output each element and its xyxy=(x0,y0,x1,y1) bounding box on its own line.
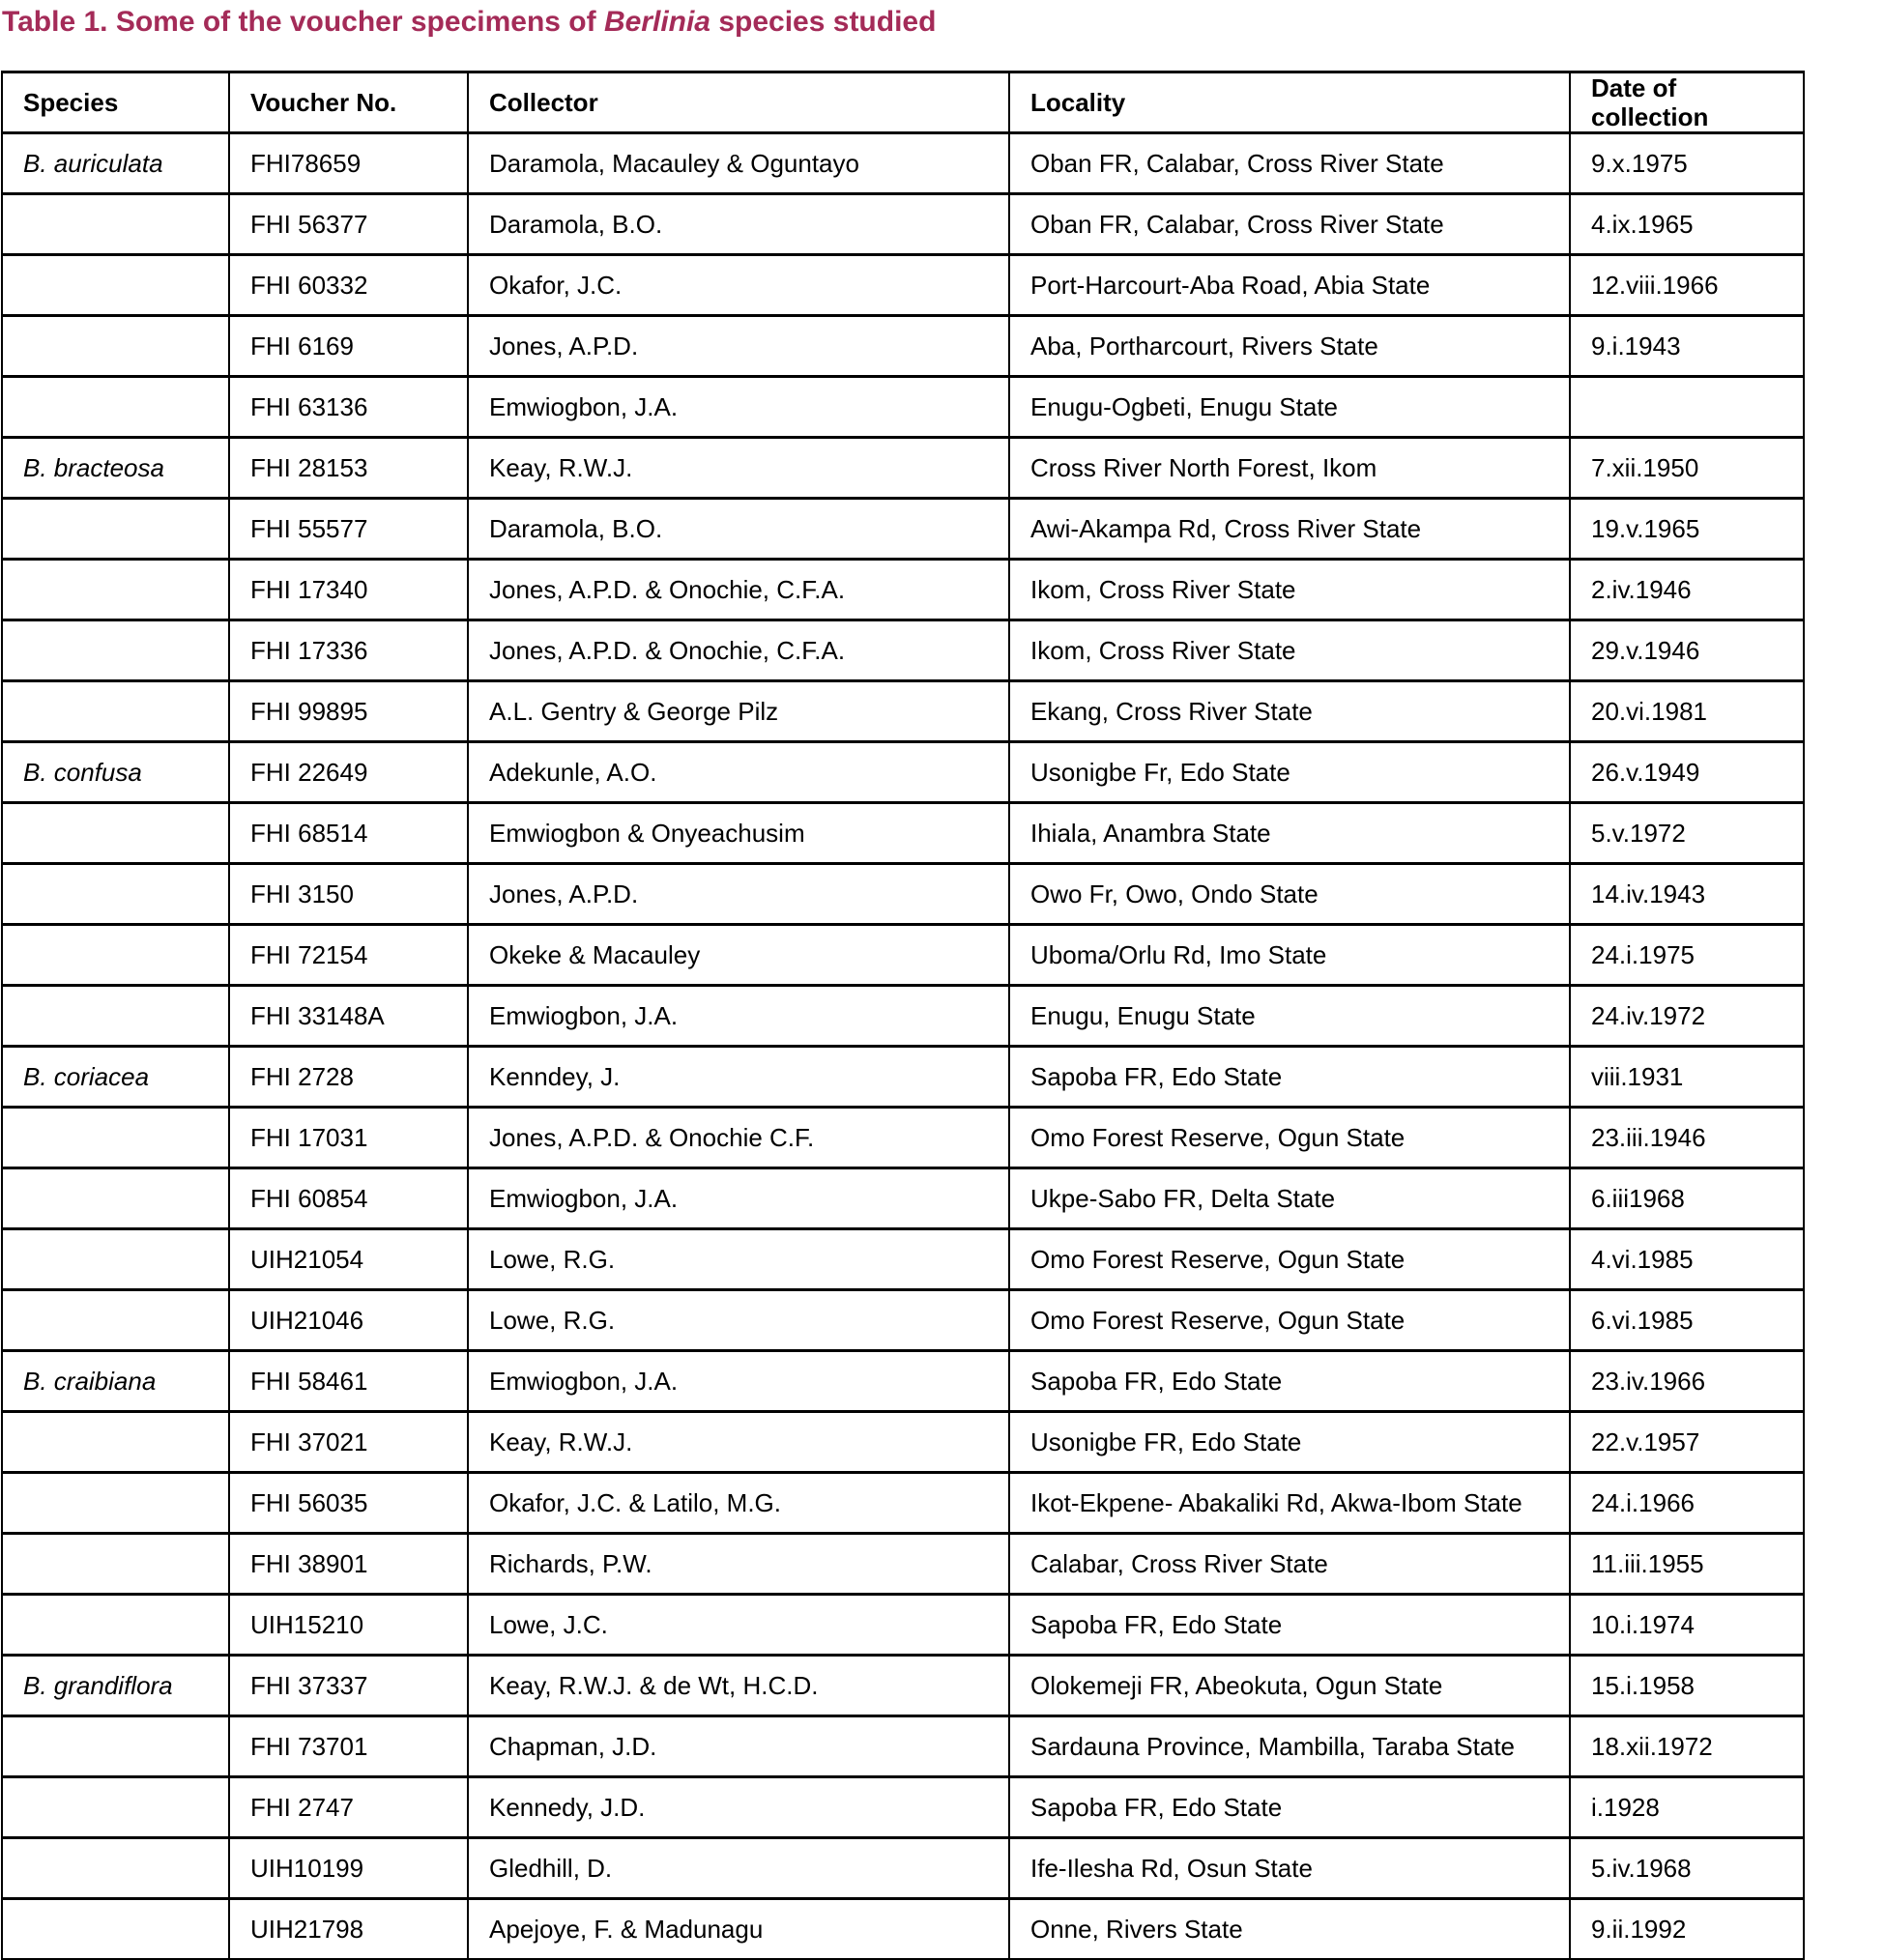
collector-cell: Jones, A.P.D. & Onochie, C.F.A. xyxy=(468,620,1009,681)
locality-cell: Ife-Ilesha Rd, Osun State xyxy=(1009,1838,1570,1899)
species-cell xyxy=(2,864,229,925)
locality-cell: Omo Forest Reserve, Ogun State xyxy=(1009,1229,1570,1290)
species-cell xyxy=(2,1777,229,1838)
collector-cell: Richards, P.W. xyxy=(468,1534,1009,1595)
locality-cell: Ikot-Ekpene- Abakaliki Rd, Akwa-Ibom State xyxy=(1009,1473,1570,1534)
species-cell xyxy=(2,681,229,742)
locality-cell: Ihiala, Anambra State xyxy=(1009,803,1570,864)
collector-cell: Emwiogbon, J.A. xyxy=(468,1168,1009,1229)
date-cell: 4.vi.1985 xyxy=(1570,1229,1804,1290)
table-row xyxy=(2,1473,1804,1534)
voucher-cell: FHI 2728 xyxy=(229,1047,468,1108)
date-cell: 18.xii.1972 xyxy=(1570,1716,1804,1777)
species-cell xyxy=(2,1473,229,1534)
date-cell: 6.iii1968 xyxy=(1570,1168,1804,1229)
voucher-cell: FHI 58461 xyxy=(229,1351,468,1412)
table-row xyxy=(2,742,1804,803)
locality-cell: Sapoba FR, Edo State xyxy=(1009,1047,1570,1108)
species-cell xyxy=(2,1595,229,1656)
species-cell xyxy=(2,1168,229,1229)
date-cell: 11.iii.1955 xyxy=(1570,1534,1804,1595)
species-cell: B. craibiana xyxy=(2,1351,229,1412)
table-caption xyxy=(2,6,936,39)
table-row xyxy=(2,986,1804,1047)
date-cell: 22.v.1957 xyxy=(1570,1412,1804,1473)
collector-cell: Jones, A.P.D. & Onochie, C.F.A. xyxy=(468,560,1009,620)
table-row xyxy=(2,1838,1804,1899)
voucher-cell: FHI 3150 xyxy=(229,864,468,925)
date-cell: i.1928 xyxy=(1570,1777,1804,1838)
locality-cell: Usonigbe FR, Edo State xyxy=(1009,1412,1570,1473)
locality-cell: Onne, Rivers State xyxy=(1009,1899,1570,1960)
date-cell: 24.iv.1972 xyxy=(1570,986,1804,1047)
table-row xyxy=(2,255,1804,316)
collector-cell: Emwiogbon, J.A. xyxy=(468,1351,1009,1412)
collector-cell: A.L. Gentry & George Pilz xyxy=(468,681,1009,742)
table-caption-suffix: species studied xyxy=(710,6,937,38)
voucher-cell: FHI 22649 xyxy=(229,742,468,803)
locality-cell: Ekang, Cross River State xyxy=(1009,681,1570,742)
locality-cell: Ikom, Cross River State xyxy=(1009,560,1570,620)
voucher-cell: FHI 60854 xyxy=(229,1168,468,1229)
species-cell xyxy=(2,1899,229,1960)
date-cell: 15.i.1958 xyxy=(1570,1656,1804,1716)
date-cell: 4.ix.1965 xyxy=(1570,194,1804,255)
voucher-cell: FHI 37021 xyxy=(229,1412,468,1473)
date-cell: 9.ii.1992 xyxy=(1570,1899,1804,1960)
table-row xyxy=(2,1351,1804,1412)
date-cell: 23.iii.1946 xyxy=(1570,1108,1804,1168)
voucher-cell: FHI 2747 xyxy=(229,1777,468,1838)
date-cell: 24.i.1975 xyxy=(1570,925,1804,986)
locality-cell: Port-Harcourt-Aba Road, Abia State xyxy=(1009,255,1570,316)
date-cell: 20.vi.1981 xyxy=(1570,681,1804,742)
date-cell xyxy=(1570,377,1804,438)
locality-cell: Sapoba FR, Edo State xyxy=(1009,1777,1570,1838)
header-species: Species xyxy=(2,72,229,133)
voucher-cell: FHI 17340 xyxy=(229,560,468,620)
table-caption-genus: Berlinia xyxy=(603,6,710,38)
voucher-cell: FHI 73701 xyxy=(229,1716,468,1777)
species-cell: B. coriacea xyxy=(2,1047,229,1108)
table-row xyxy=(2,1290,1804,1351)
voucher-cell: FHI78659 xyxy=(229,133,468,194)
collector-cell: Emwiogbon & Onyeachusim xyxy=(468,803,1009,864)
voucher-specimens-table xyxy=(1,71,1805,1960)
table-row xyxy=(2,864,1804,925)
species-cell: B. confusa xyxy=(2,742,229,803)
voucher-cell: UIH21046 xyxy=(229,1290,468,1351)
species-cell xyxy=(2,560,229,620)
locality-cell: Usonigbe Fr, Edo State xyxy=(1009,742,1570,803)
voucher-cell: FHI 68514 xyxy=(229,803,468,864)
voucher-cell: FHI 37337 xyxy=(229,1656,468,1716)
date-cell: 5.iv.1968 xyxy=(1570,1838,1804,1899)
collector-cell: Keay, R.W.J. & de Wt, H.C.D. xyxy=(468,1656,1009,1716)
header-collector: Collector xyxy=(468,72,1009,133)
species-cell xyxy=(2,803,229,864)
locality-cell: Omo Forest Reserve, Ogun State xyxy=(1009,1108,1570,1168)
species-cell xyxy=(2,1290,229,1351)
locality-cell: Sapoba FR, Edo State xyxy=(1009,1351,1570,1412)
voucher-cell: UIH21798 xyxy=(229,1899,468,1960)
voucher-cell: FHI 17336 xyxy=(229,620,468,681)
species-cell xyxy=(2,1229,229,1290)
locality-cell: Owo Fr, Owo, Ondo State xyxy=(1009,864,1570,925)
collector-cell: Okafor, J.C. & Latilo, M.G. xyxy=(468,1473,1009,1534)
date-cell: 19.v.1965 xyxy=(1570,499,1804,560)
date-cell: 12.viii.1966 xyxy=(1570,255,1804,316)
header-locality: Locality xyxy=(1009,72,1570,133)
locality-cell: Aba, Portharcourt, Rivers State xyxy=(1009,316,1570,377)
collector-cell: Lowe, R.G. xyxy=(468,1290,1009,1351)
species-cell xyxy=(2,986,229,1047)
species-cell xyxy=(2,1412,229,1473)
table-row xyxy=(2,133,1804,194)
table-row xyxy=(2,1412,1804,1473)
species-cell xyxy=(2,255,229,316)
table-row xyxy=(2,803,1804,864)
locality-cell: Ukpe-Sabo FR, Delta State xyxy=(1009,1168,1570,1229)
species-cell xyxy=(2,1838,229,1899)
locality-cell: Omo Forest Reserve, Ogun State xyxy=(1009,1290,1570,1351)
table-row xyxy=(2,438,1804,499)
species-cell xyxy=(2,620,229,681)
species-cell xyxy=(2,1108,229,1168)
voucher-cell: FHI 56035 xyxy=(229,1473,468,1534)
species-cell xyxy=(2,194,229,255)
species-cell: B. auriculata xyxy=(2,133,229,194)
header-date-of-collection: Date of collection xyxy=(1570,72,1804,133)
table-caption-text: Table 1. Some of the voucher specimens of xyxy=(2,6,604,38)
date-cell: 10.i.1974 xyxy=(1570,1595,1804,1656)
table-row xyxy=(2,194,1804,255)
locality-cell: Awi-Akampa Rd, Cross River State xyxy=(1009,499,1570,560)
table-row xyxy=(2,1534,1804,1595)
species-cell xyxy=(2,316,229,377)
species-cell xyxy=(2,1716,229,1777)
table-row xyxy=(2,560,1804,620)
table-row xyxy=(2,681,1804,742)
voucher-cell: FHI 63136 xyxy=(229,377,468,438)
collector-cell: Chapman, J.D. xyxy=(468,1716,1009,1777)
species-cell: B. grandiflora xyxy=(2,1656,229,1716)
collector-cell: Keay, R.W.J. xyxy=(468,438,1009,499)
voucher-cell: FHI 72154 xyxy=(229,925,468,986)
species-cell: B. bracteosa xyxy=(2,438,229,499)
locality-cell: Enugu, Enugu State xyxy=(1009,986,1570,1047)
date-cell: 14.iv.1943 xyxy=(1570,864,1804,925)
species-cell xyxy=(2,1534,229,1595)
header-row xyxy=(2,72,1804,133)
collector-cell: Gledhill, D. xyxy=(468,1838,1009,1899)
collector-cell: Daramola, Macauley & Oguntayo xyxy=(468,133,1009,194)
collector-cell: Adekunle, A.O. xyxy=(468,742,1009,803)
date-cell: 9.i.1943 xyxy=(1570,316,1804,377)
collector-cell: Okeke & Macauley xyxy=(468,925,1009,986)
collector-cell: Kennedy, J.D. xyxy=(468,1777,1009,1838)
voucher-cell: UIH15210 xyxy=(229,1595,468,1656)
collector-cell: Lowe, J.C. xyxy=(468,1595,1009,1656)
table-row xyxy=(2,1899,1804,1960)
collector-cell: Okafor, J.C. xyxy=(468,255,1009,316)
species-cell xyxy=(2,925,229,986)
voucher-cell: UIH21054 xyxy=(229,1229,468,1290)
voucher-cell: UIH10199 xyxy=(229,1838,468,1899)
locality-cell: Olokemeji FR, Abeokuta, Ogun State xyxy=(1009,1656,1570,1716)
locality-cell: Sardauna Province, Mambilla, Taraba State xyxy=(1009,1716,1570,1777)
species-cell xyxy=(2,377,229,438)
collector-cell: Jones, A.P.D. xyxy=(468,316,1009,377)
collector-cell: Jones, A.P.D. xyxy=(468,864,1009,925)
collector-cell: Emwiogbon, J.A. xyxy=(468,377,1009,438)
table-row xyxy=(2,1168,1804,1229)
date-cell: 5.v.1972 xyxy=(1570,803,1804,864)
collector-cell: Daramola, B.O. xyxy=(468,499,1009,560)
table-row xyxy=(2,1108,1804,1168)
collector-cell: Lowe, R.G. xyxy=(468,1229,1009,1290)
date-cell: 29.v.1946 xyxy=(1570,620,1804,681)
voucher-cell: FHI 55577 xyxy=(229,499,468,560)
table-row xyxy=(2,1047,1804,1108)
date-cell: 9.x.1975 xyxy=(1570,133,1804,194)
collector-cell: Kenndey, J. xyxy=(468,1047,1009,1108)
collector-cell: Keay, R.W.J. xyxy=(468,1412,1009,1473)
collector-cell: Apejoye, F. & Madunagu xyxy=(468,1899,1009,1960)
collector-cell: Emwiogbon, J.A. xyxy=(468,986,1009,1047)
table-row xyxy=(2,499,1804,560)
voucher-cell: FHI 6169 xyxy=(229,316,468,377)
locality-cell: Calabar, Cross River State xyxy=(1009,1534,1570,1595)
locality-cell: Sapoba FR, Edo State xyxy=(1009,1595,1570,1656)
date-cell: 26.v.1949 xyxy=(1570,742,1804,803)
date-cell: viii.1931 xyxy=(1570,1047,1804,1108)
locality-cell: Ikom, Cross River State xyxy=(1009,620,1570,681)
locality-cell: Oban FR, Calabar, Cross River State xyxy=(1009,133,1570,194)
table-row xyxy=(2,377,1804,438)
table-row xyxy=(2,1229,1804,1290)
species-cell xyxy=(2,499,229,560)
table-row xyxy=(2,1777,1804,1838)
table-row xyxy=(2,925,1804,986)
table-row xyxy=(2,1595,1804,1656)
voucher-cell: FHI 17031 xyxy=(229,1108,468,1168)
table-row xyxy=(2,316,1804,377)
locality-cell: Oban FR, Calabar, Cross River State xyxy=(1009,194,1570,255)
table-row xyxy=(2,1656,1804,1716)
header-voucher-no: Voucher No. xyxy=(229,72,468,133)
collector-cell: Jones, A.P.D. & Onochie C.F. xyxy=(468,1108,1009,1168)
date-cell: 23.iv.1966 xyxy=(1570,1351,1804,1412)
locality-cell: Cross River North Forest, Ikom xyxy=(1009,438,1570,499)
date-cell: 2.iv.1946 xyxy=(1570,560,1804,620)
voucher-cell: FHI 60332 xyxy=(229,255,468,316)
locality-cell: Uboma/Orlu Rd, Imo State xyxy=(1009,925,1570,986)
voucher-cell: FHI 56377 xyxy=(229,194,468,255)
table-row xyxy=(2,620,1804,681)
date-cell: 24.i.1966 xyxy=(1570,1473,1804,1534)
voucher-cell: FHI 33148A xyxy=(229,986,468,1047)
collector-cell: Daramola, B.O. xyxy=(468,194,1009,255)
voucher-cell: FHI 99895 xyxy=(229,681,468,742)
locality-cell: Enugu-Ogbeti, Enugu State xyxy=(1009,377,1570,438)
date-cell: 6.vi.1985 xyxy=(1570,1290,1804,1351)
date-cell: 7.xii.1950 xyxy=(1570,438,1804,499)
voucher-cell: FHI 38901 xyxy=(229,1534,468,1595)
table-row xyxy=(2,1716,1804,1777)
voucher-cell: FHI 28153 xyxy=(229,438,468,499)
